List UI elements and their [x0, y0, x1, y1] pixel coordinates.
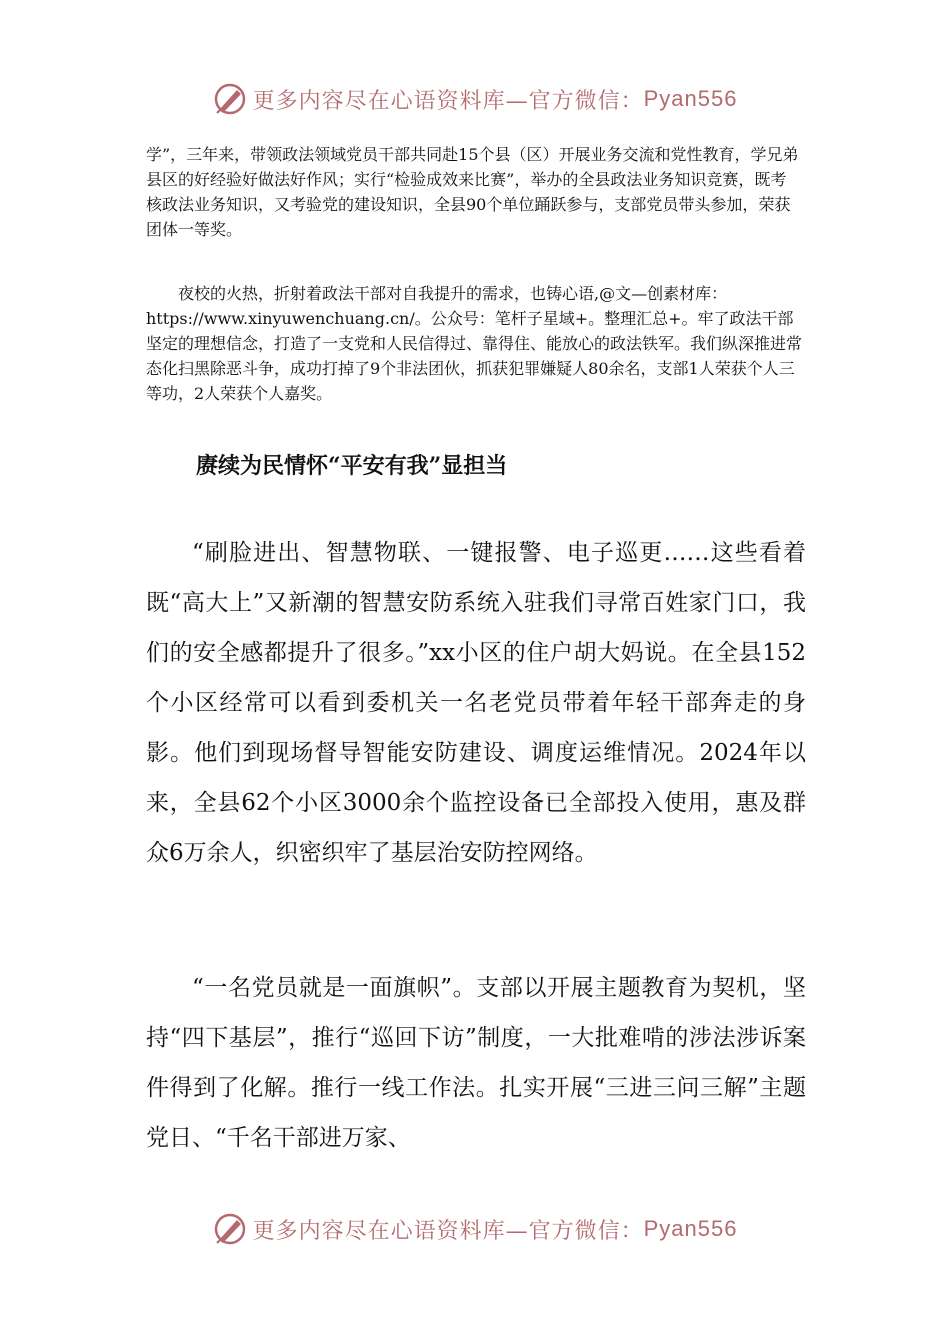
watermark-text: 更多内容尽在心语资料库—官方微信：: [252, 88, 644, 114]
watermark-footer: [0, 1212, 950, 1246]
paragraph-small-1: 学”，三年来，带领政法领域党员干部共同赴15个县（区）开展业务交流和党性教育，学兄弟县区的好经验好做法好作风；实行“检验成效来比赛”，举办的全县政法业务知识竞赛，既考核政法业务知识，又考验党的建设知识，全县90个单位踊跃参与，支部党员带头参加，荣获团体一等奖。: [146, 145, 799, 239]
watermark-wechat-id: Pyan556: [643, 86, 738, 111]
section-heading: 赓续为民情怀“平安有我”显担当: [196, 453, 508, 479]
paragraph-small-2: 夜校的火热，折射着政法干部对自我提升的需求，也铸心语,@文—创素材库：https://www.xinyuwenchuang.cn/。公众号：笔杆子星域+。整理汇总+。牢了政法干部坚定的理想信念，打造了一支党和人民信得过、靠得住、能放心的政法铁军。我们纵深推进常态化扫黑除恶斗争，成功打掉了9个非法团伙，抓获犯罪嫌疑人80余名，支部1人荣获个人三等功，2人荣获个人嘉奖。: [146, 284, 803, 403]
watermark-text: 更多内容尽在心语资料库—官方微信：: [252, 1218, 644, 1244]
pen-circle-logo-icon: [213, 1212, 247, 1246]
paragraph-large-2: “一名党员就是一面旗帜”。支部以开展主题教育为契机，坚持“四下基层”，推行“巡回下访”制度，一大批难啃的涉法涉诉案件得到了化解。推行一线工作法。扎实开展“三进三问三解”主题党日、“千名干部进万家、: [146, 975, 806, 1151]
paragraph-large-1: “刷脸进出、智慧物联、一键报警、电子巡更……这些看着既“高大上”又新潮的智慧安防系统入驻我们寻常百姓家门口，我们的安全感都提升了很多。”xx小区的住户胡大妈说。在全县152个小区经常可以看到委机关一名老党员带着年轻干部奔走的身影。他们到现场督导智能安防建设、调度运维情况。2024年以来，全县62个小区3000余个监控设备已全部投入使用，惠及群众6万余人，织密织牢了基层治安防控网络。: [146, 540, 806, 866]
watermark-header: [0, 82, 950, 116]
watermark-wechat-id: Pyan556: [643, 1216, 738, 1241]
pen-circle-logo-icon: [213, 82, 247, 116]
